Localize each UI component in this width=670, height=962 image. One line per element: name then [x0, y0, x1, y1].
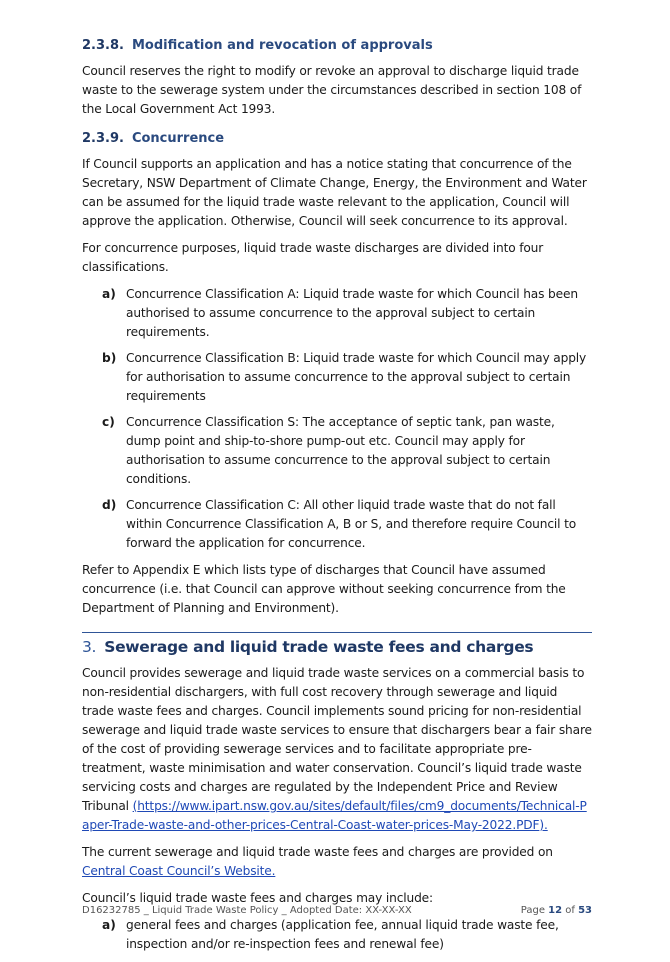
paragraph: If Council supports an application and has a notice stating that concurrence of the Secretary, NSW Department of Climate Change, Energy, the Environment and Water can be assumed for the liquid trade waste relevant to the application, Council will approve the application. Otherwise, Council will seek concurrence to its approval. [82, 157, 587, 228]
section-number: 2.3.9. [82, 131, 124, 146]
section-title: Sewerage and liquid trade waste fees and charges [104, 638, 534, 656]
paragraph: Council’s liquid trade waste fees and charges may include: [82, 891, 433, 905]
link-close-paren: ). [539, 818, 548, 832]
page-content [82, 36, 592, 962]
section-2-3-9-heading [82, 129, 592, 149]
page-of: of [562, 905, 579, 916]
section-divider [82, 632, 592, 633]
paragraph-text: Council provides sewerage and liquid trade waste services on a commercial basis to non-residential dischargers, with full cost recovery through sewerage and liquid trade waste fees and charges. Council implements sound pricing for non-residential sewerage and liquid trade waste services to ensure that dischargers bear a fair share of the cost of providing sewerage services and to facilitate appropriate pre-treatment, waste minimisation and water conservation. Council’s liquid trade waste servicing costs and charges are regulated by the Independent Price and Review Tribunal [82, 666, 592, 813]
paragraph-text: The current sewerage and liquid trade waste fees and charges are provided on [82, 845, 553, 859]
list-item-text: general fees and charges (application fee, annual liquid trade waste fee, inspection and/or re-inspection fees and renewal fee) [126, 918, 559, 951]
list-item [82, 413, 592, 489]
page-number-label [521, 905, 592, 916]
section-title: Concurrence [131, 131, 225, 146]
list-item [82, 916, 592, 954]
council-website-link[interactable]: Central Coast Council’s Website. [82, 864, 276, 878]
list-item-text: Concurrence Classification S: The acceptance of septic tank, pan waste, dump point and ship-to-shore pump-out etc. Council may apply for authorisation to assume concurrence to the approval subject to certain conditions. [126, 415, 555, 486]
page-label: Page [520, 905, 549, 916]
section-number: 3. [82, 638, 97, 656]
fees-list [82, 916, 592, 954]
section-number: 2.3.8. [82, 38, 124, 53]
link-open-paren: ( [132, 799, 138, 813]
paragraph [82, 664, 592, 835]
ipart-link[interactable]: https://www.ipart.nsw.gov.au/sites/default/files/cm9_documents/Technical-Paper-Trade-waste-and-other-prices-Central-Coast-water-prices-May-2022.PDF [82, 799, 587, 832]
list-item [82, 349, 592, 406]
paragraph: For concurrence purposes, liquid trade waste discharges are divided into four classifications. [82, 241, 544, 274]
document-reference: D16232785 _ Liquid Trade Waste Policy _ Adopted Date: XX-XX-XX [82, 905, 412, 916]
list-marker: a) [102, 918, 116, 932]
list-item-text: Concurrence Classification A: Liquid trade waste for which Council has been authorised to assume concurrence to the approval subject to certain requirements. [126, 287, 578, 339]
list-item [82, 496, 592, 553]
section-3-heading [82, 634, 592, 660]
paragraph: Refer to Appendix E which lists type of discharges that Council have assumed concurrence (i.e. that Council can approve without seeking concurrence from the Department of Planning and Environment). [82, 563, 566, 615]
list-marker: c) [102, 415, 115, 429]
list-marker: b) [102, 351, 117, 365]
list-item-text: Concurrence Classification B: Liquid trade waste for which Council may apply for authorisation to assume concurrence to the approval subject to certain requirements [126, 351, 587, 403]
list-marker: d) [102, 498, 117, 512]
total-pages: 53 [578, 905, 592, 916]
list-marker: a) [102, 287, 116, 301]
paragraph [82, 843, 592, 881]
current-page: 12 [548, 905, 563, 916]
section-2-3-8-heading [82, 36, 592, 56]
classification-list [82, 285, 592, 553]
section-title: Modification and revocation of approvals [131, 38, 433, 53]
paragraph: Council reserves the right to modify or revoke an approval to discharge liquid trade waste to the sewerage system under the circumstances described in section 108 of the Local Government Act 1993. [82, 64, 582, 116]
list-item [82, 285, 592, 342]
list-item-text: Concurrence Classification C: All other liquid trade waste that do not fall within Concurrence Classification A, B or S, and therefore require Council to forward the application for concurrence. [126, 498, 577, 550]
